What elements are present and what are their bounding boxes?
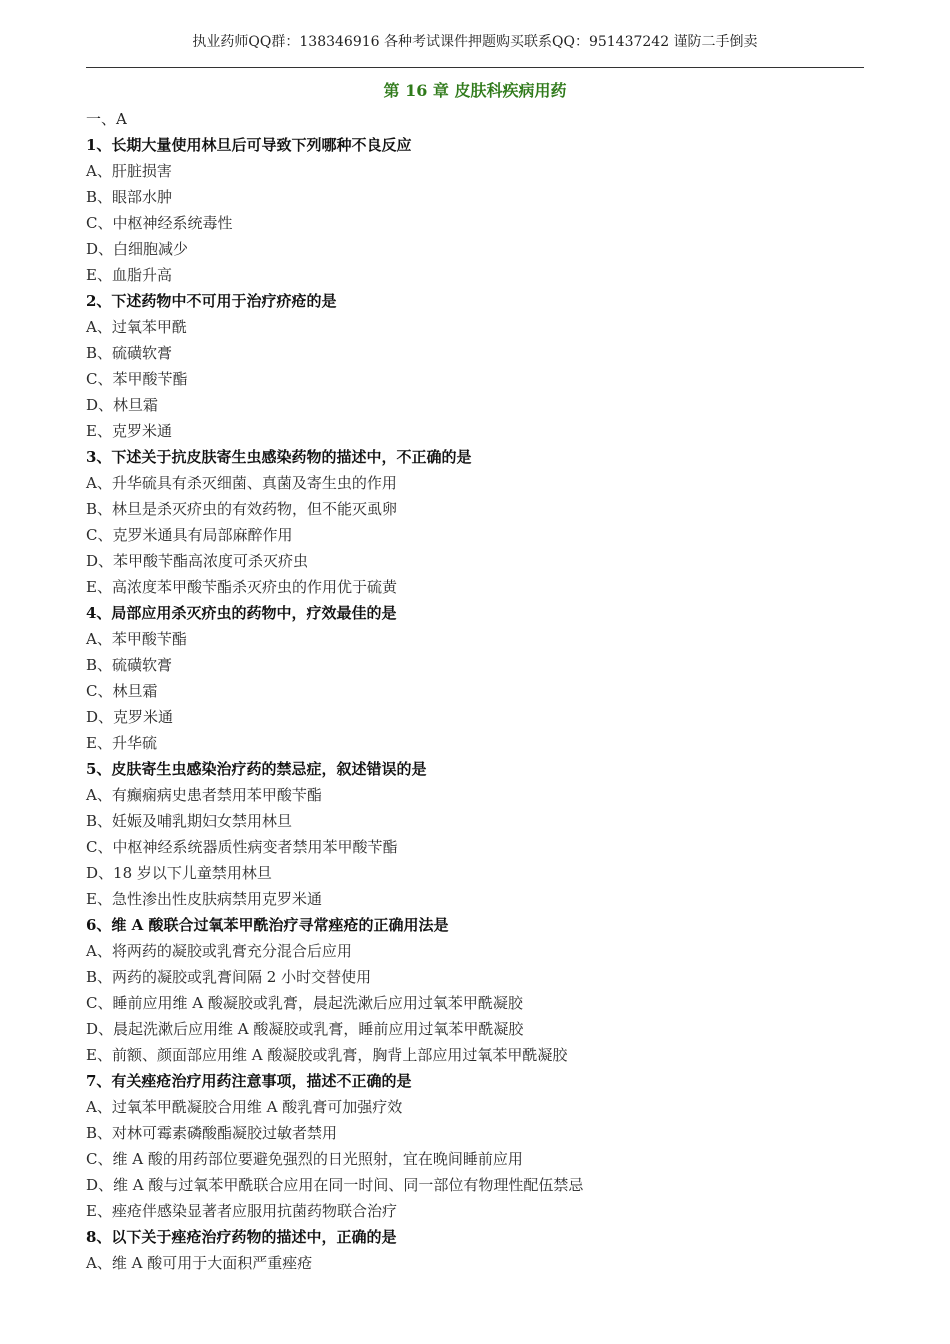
answer-option: D、苯甲酸苄酯高浓度可杀灭疥虫 bbox=[86, 552, 309, 570]
chapter-title: 第 16 章 皮肤科疾病用药 bbox=[383, 81, 567, 100]
answer-option: B、硫磺软膏 bbox=[86, 344, 173, 362]
question-stem: 3、下述关于抗皮肤寄生虫感染药物的描述中，不正确的是 bbox=[86, 448, 472, 466]
answer-option: E、克罗米通 bbox=[86, 422, 172, 440]
answer-option: B、林旦是杀灭疥虫的有效药物，但不能灭虱卵 bbox=[86, 500, 398, 518]
answer-option: A、过氧苯甲酰凝胶合用维 A 酸乳膏可加强疗效 bbox=[86, 1098, 403, 1116]
answer-option: B、两药的凝胶或乳膏间隔 2 小时交替使用 bbox=[86, 968, 372, 986]
answer-option: E、高浓度苯甲酸苄酯杀灭疥虫的作用优于硫黄 bbox=[86, 578, 397, 596]
answer-option: D、18 岁以下儿童禁用林旦 bbox=[86, 864, 272, 882]
question-stem: 4、局部应用杀灭疥虫的药物中，疗效最佳的是 bbox=[86, 604, 397, 622]
question-stem: 6、维 A 酸联合过氧苯甲酰治疗寻常痤疮的正确用法是 bbox=[86, 916, 449, 934]
answer-option: E、血脂升高 bbox=[86, 266, 172, 284]
header-divider bbox=[86, 67, 864, 68]
answer-option: A、升华硫具有杀灭细菌、真菌及寄生虫的作用 bbox=[86, 474, 397, 492]
answer-option: D、晨起洗漱后应用维 A 酸凝胶或乳膏，睡前应用过氧苯甲酰凝胶 bbox=[86, 1020, 524, 1038]
answer-option: C、睡前应用维 A 酸凝胶或乳膏，晨起洗漱后应用过氧苯甲酰凝胶 bbox=[86, 994, 523, 1012]
answer-option: A、过氧苯甲酰 bbox=[86, 318, 187, 336]
answer-option: E、痤疮伴感染显著者应服用抗菌药物联合治疗 bbox=[86, 1202, 397, 1220]
answer-option: B、妊娠及哺乳期妇女禁用林旦 bbox=[86, 812, 293, 830]
question-stem: 7、有关痤疮治疗用药注意事项，描述不正确的是 bbox=[86, 1072, 412, 1090]
answer-option: B、对林可霉素磷酸酯凝胶过敏者禁用 bbox=[86, 1124, 338, 1142]
question-stem: 8、以下关于痤疮治疗药物的描述中，正确的是 bbox=[86, 1228, 397, 1246]
answer-option: D、维 A 酸与过氧苯甲酰联合应用在同一时间、同一部位有物理性配伍禁忌 bbox=[86, 1176, 584, 1194]
section-label: 一、A bbox=[86, 110, 127, 128]
answer-option: A、苯甲酸苄酯 bbox=[86, 630, 187, 648]
answer-option: D、林旦霜 bbox=[86, 396, 159, 414]
question-stem: 1、长期大量使用林旦后可导致下列哪种不良反应 bbox=[86, 136, 412, 154]
answer-option: C、林旦霜 bbox=[86, 682, 158, 700]
answer-option: C、中枢神经系统毒性 bbox=[86, 214, 233, 232]
answer-option: A、有癫痫病史患者禁用苯甲酸苄酯 bbox=[86, 786, 322, 804]
answer-option: A、维 A 酸可用于大面积严重痤疮 bbox=[86, 1254, 313, 1272]
question-stem: 2、下述药物中不可用于治疗疥疮的是 bbox=[86, 292, 337, 310]
question-stem: 5、皮肤寄生虫感染治疗药的禁忌症，叙述错误的是 bbox=[86, 760, 427, 778]
answer-option: C、维 A 酸的用药部位要避免强烈的日光照射，宜在晚间睡前应用 bbox=[86, 1150, 523, 1168]
answer-option: C、克罗米通具有局部麻醉作用 bbox=[86, 526, 293, 544]
answer-option: D、白细胞减少 bbox=[86, 240, 189, 258]
answer-option: E、急性渗出性皮肤病禁用克罗米通 bbox=[86, 890, 322, 908]
answer-option: D、克罗米通 bbox=[86, 708, 174, 726]
question-list bbox=[86, 106, 864, 1276]
answer-option: B、眼部水肿 bbox=[86, 188, 173, 206]
answer-option: C、中枢神经系统器质性病变者禁用苯甲酸苄酯 bbox=[86, 838, 398, 856]
page-header: 执业药师QQ群：138346916 各种考试课件押题购买联系QQ：951437242 谨防二手倒卖 bbox=[192, 34, 758, 50]
answer-option: A、肝脏损害 bbox=[86, 162, 172, 180]
answer-option: C、苯甲酸苄酯 bbox=[86, 370, 188, 388]
answer-option: B、硫磺软膏 bbox=[86, 656, 173, 674]
answer-option: E、前额、颜面部应用维 A 酸凝胶或乳膏，胸背上部应用过氧苯甲酰凝胶 bbox=[86, 1046, 568, 1064]
answer-option: A、将两药的凝胶或乳膏充分混合后应用 bbox=[86, 942, 352, 960]
answer-option: E、升华硫 bbox=[86, 734, 157, 752]
